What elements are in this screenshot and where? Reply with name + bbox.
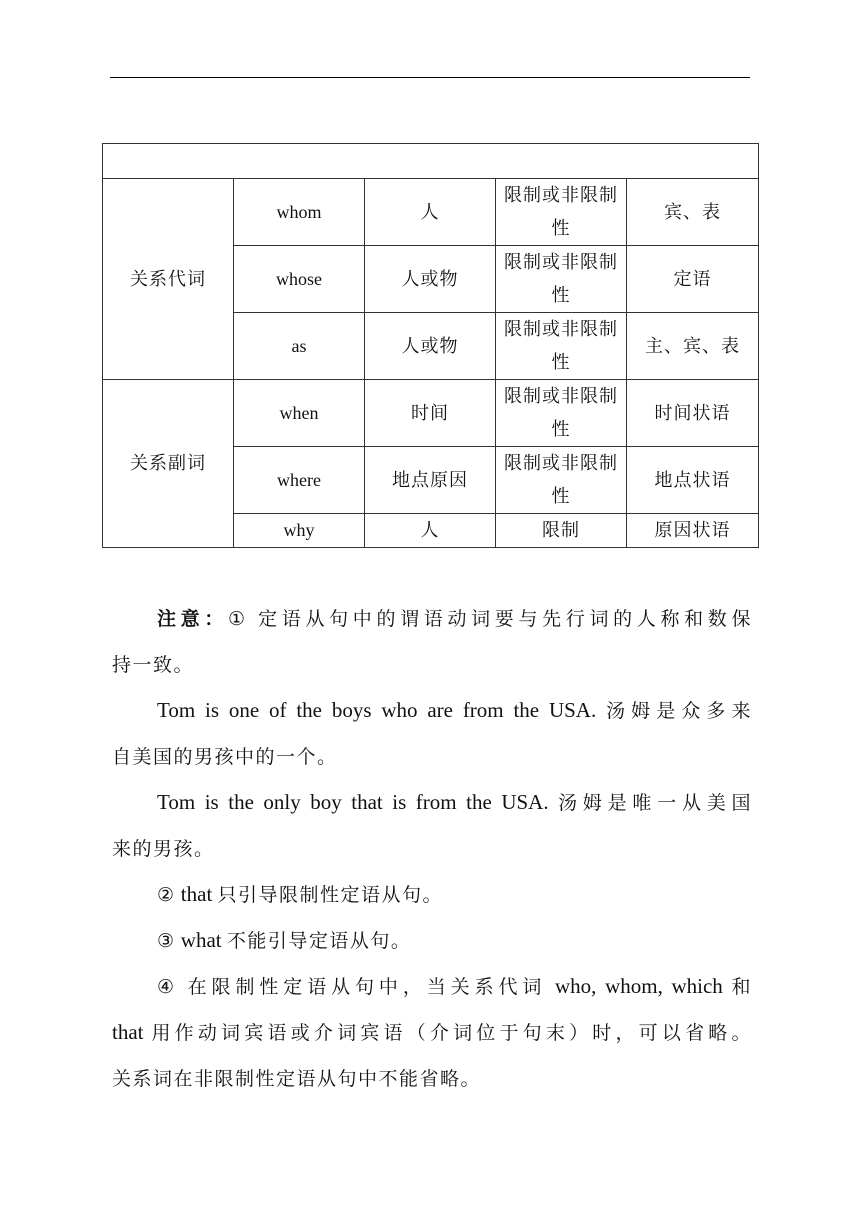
antecedent: 人或物 — [365, 313, 496, 380]
note-1-line-1 — [112, 596, 752, 642]
note-text: 定语从句中的谓语动词要与先行词的人称和数保 — [258, 608, 752, 630]
note-english: that — [112, 1020, 144, 1044]
note-4-line-3 — [112, 1056, 752, 1102]
notes-section — [112, 596, 752, 1102]
antecedent: 地点原因 — [365, 447, 496, 514]
clause-type: 限制或非限制性 — [496, 313, 627, 380]
note-english: that — [180, 882, 213, 906]
note-text: 持一致。 — [112, 654, 195, 676]
note-english: what — [180, 928, 222, 952]
grammatical-function: 宾、表 — [627, 179, 759, 246]
group-label: 关系副词 — [103, 380, 234, 548]
note-marker: ④ — [157, 976, 179, 998]
clause-type: 限制或非限制性 — [496, 179, 627, 246]
antecedent: 时间 — [365, 380, 496, 447]
example-chinese: 汤姆是众多来 — [606, 700, 752, 722]
clause-type: 限制或非限制性 — [496, 447, 627, 514]
table-row — [103, 179, 759, 246]
table-row — [103, 380, 759, 447]
note-text: 关系词在非限制性定语从句中不能省略。 — [112, 1068, 482, 1090]
grammatical-function: 时间状语 — [627, 380, 759, 447]
clause-type: 限制或非限制性 — [496, 380, 627, 447]
relative-word: as — [234, 313, 365, 380]
table-header-cell — [103, 144, 759, 179]
relative-word: why — [234, 514, 365, 548]
example-1-line-2 — [112, 734, 752, 780]
antecedent: 人或物 — [365, 246, 496, 313]
antecedent: 人 — [365, 179, 496, 246]
antecedent: 人 — [365, 514, 496, 548]
example-english: Tom is one of the boys who are from the USA. — [157, 698, 597, 722]
header-rule — [110, 77, 750, 78]
example-english: Tom is the only boy that is from the USA. — [157, 790, 549, 814]
example-chinese: 汤姆是唯一从美国 — [558, 792, 752, 814]
note-marker: ② — [157, 884, 176, 906]
note-4-line-1 — [112, 964, 752, 1010]
note-4-line-2 — [112, 1010, 752, 1056]
relative-word: whose — [234, 246, 365, 313]
example-2-line-2 — [112, 826, 752, 872]
relative-word: when — [234, 380, 365, 447]
example-1-line-1 — [112, 688, 752, 734]
relative-word: whom — [234, 179, 365, 246]
note-1-line-2 — [112, 642, 752, 688]
example-chinese: 自美国的男孩中的一个。 — [112, 746, 338, 768]
example-chinese: 来的男孩。 — [112, 838, 215, 860]
grammatical-function: 地点状语 — [627, 447, 759, 514]
note-marker: ③ — [157, 930, 176, 952]
note-marker: ① — [228, 608, 250, 630]
grammatical-function: 原因状语 — [627, 514, 759, 548]
clause-type: 限制 — [496, 514, 627, 548]
note-text: 只引导限制性定语从句。 — [217, 884, 444, 906]
grammatical-function: 主、宾、表 — [627, 313, 759, 380]
note-text: 用作动词宾语或介词宾语（介词位于句末）时，可以省略。 — [151, 1022, 752, 1044]
note-2 — [112, 872, 752, 918]
note-text: 和 — [731, 976, 752, 998]
note-english: who, whom, which — [555, 974, 723, 998]
note-3 — [112, 918, 752, 964]
example-2-line-1 — [112, 780, 752, 826]
note-text: 在限制性定语从句中，当关系代词 — [187, 976, 547, 998]
clause-type: 限制或非限制性 — [496, 246, 627, 313]
grammatical-function: 定语 — [627, 246, 759, 313]
notes-title: 注意： — [157, 608, 229, 630]
group-label: 关系代词 — [103, 179, 234, 380]
relative-word: where — [234, 447, 365, 514]
relative-words-table — [102, 143, 759, 548]
note-text: 不能引导定语从句。 — [226, 930, 412, 952]
